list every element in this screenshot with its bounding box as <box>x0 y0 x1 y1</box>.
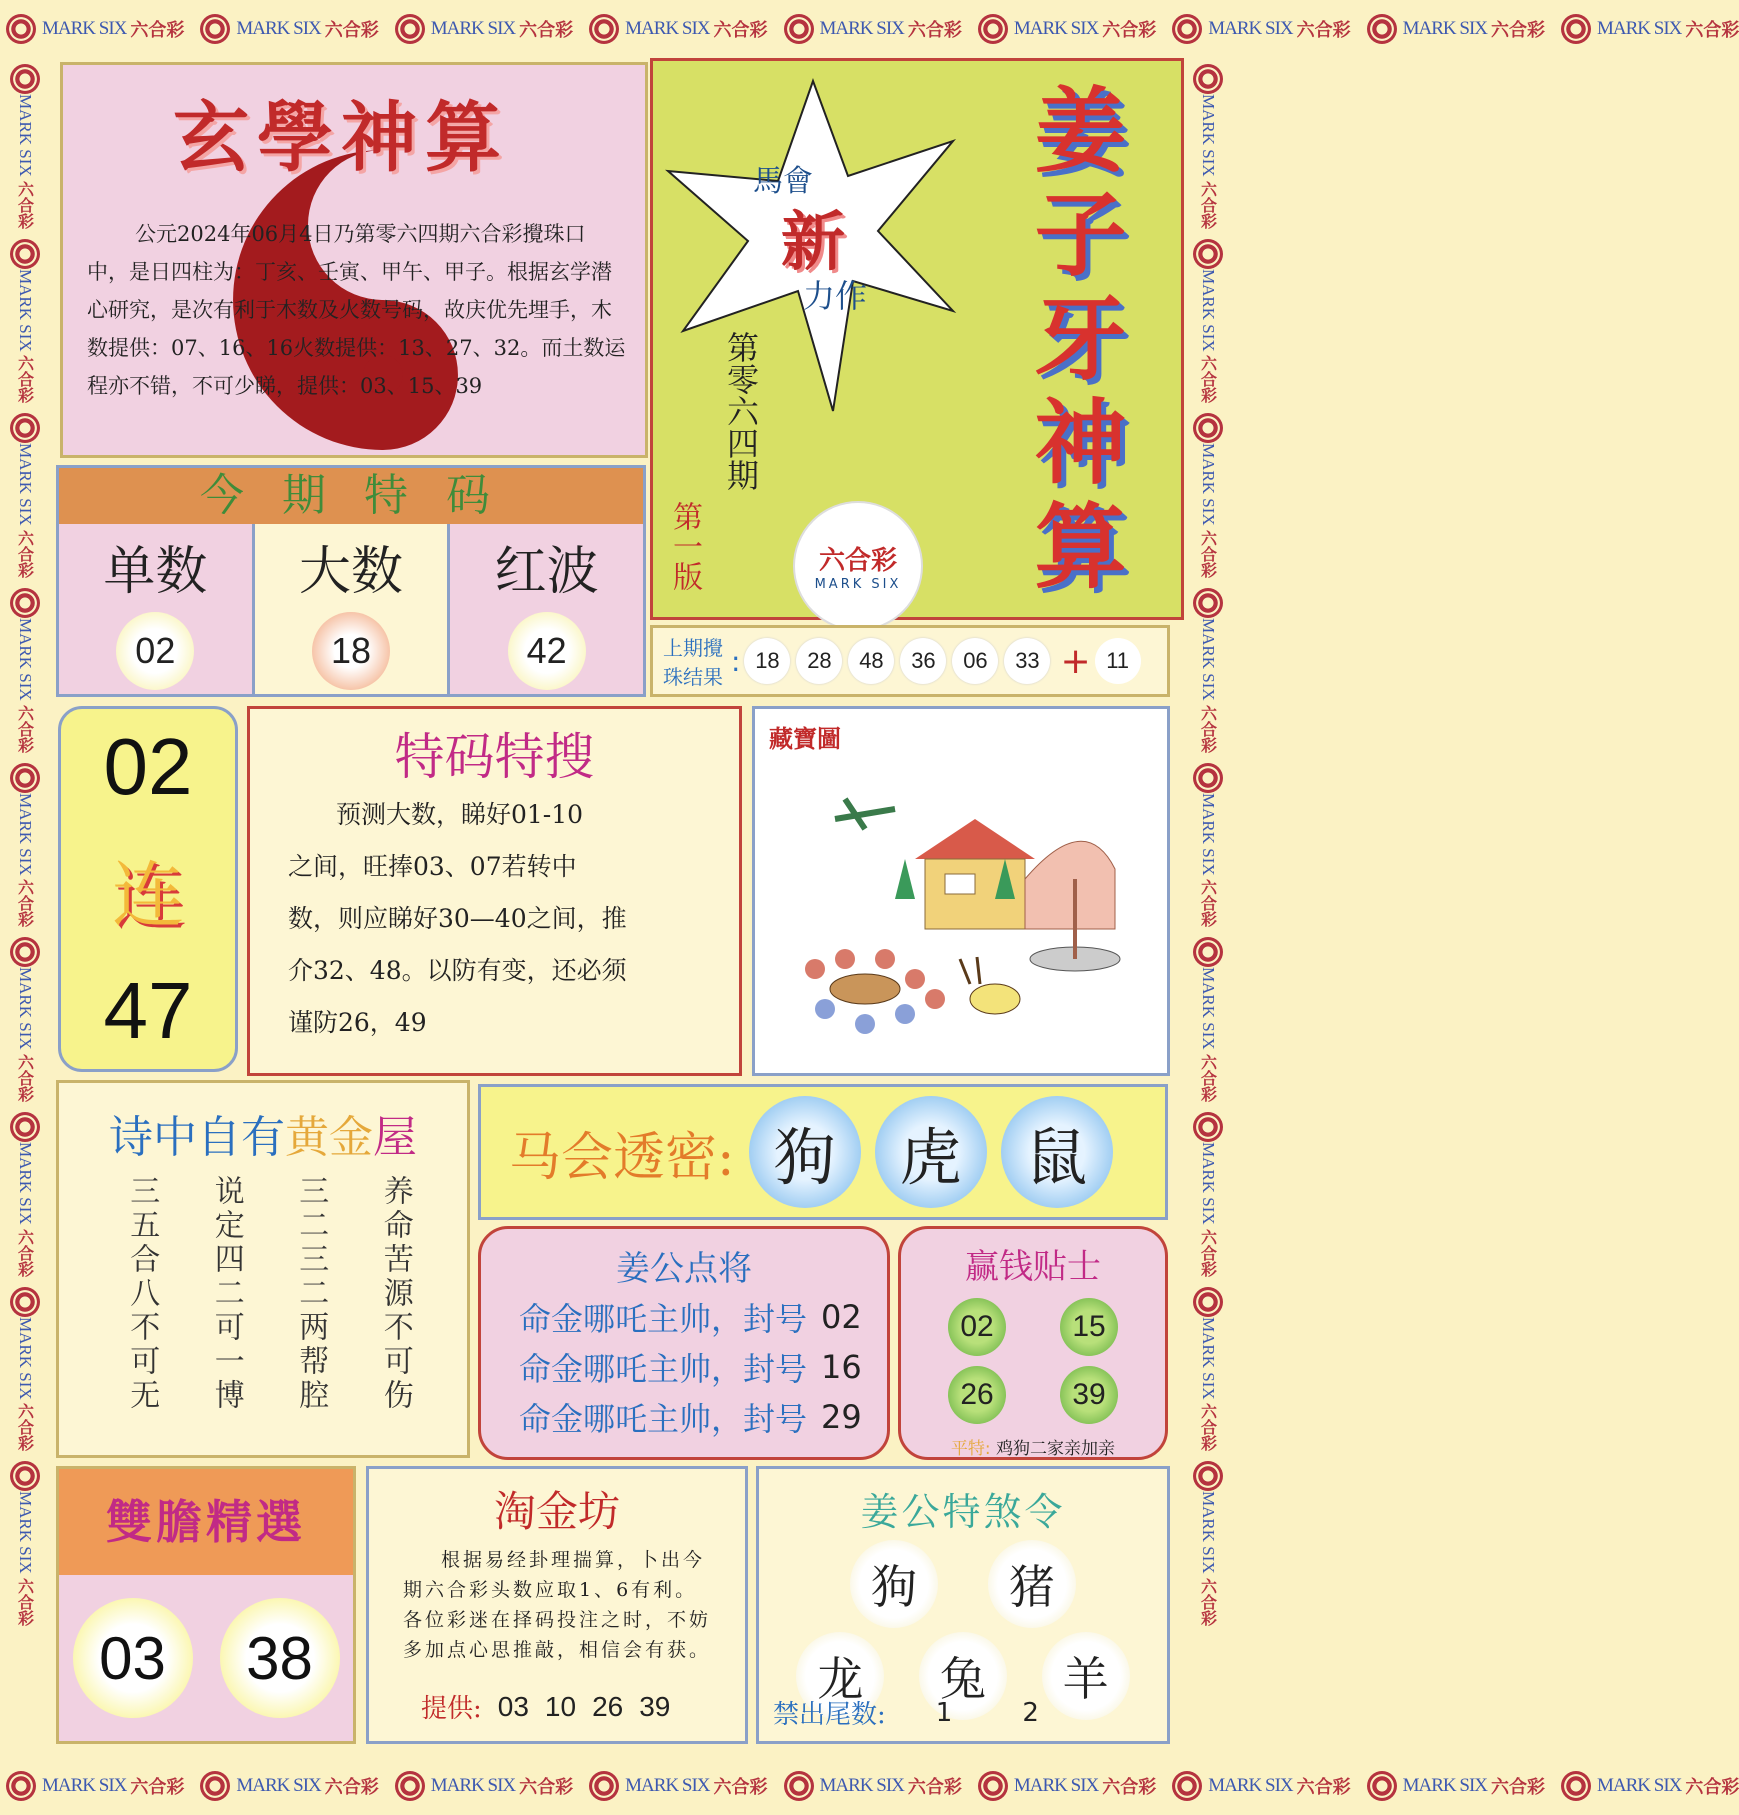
shuang-ball: 38 <box>220 1598 340 1718</box>
star-bottom-text: 力作 <box>803 277 868 315</box>
border-text-cn: 六合彩 <box>1491 20 1545 41</box>
border-text-en: MARK SIX <box>430 18 516 39</box>
border-unit <box>0 763 50 932</box>
special-code-label: 大数 <box>299 541 404 602</box>
taojin-num: 10 <box>544 1690 577 1722</box>
border-unit <box>0 64 50 233</box>
flower-icon <box>589 14 619 44</box>
xuanxue-panel <box>60 62 648 458</box>
horse-animal-ball: 鼠 <box>1001 1096 1113 1208</box>
border-text-cn: 六合彩 <box>1102 1777 1157 1798</box>
border-unit <box>1183 64 1233 233</box>
flower-icon <box>10 937 40 967</box>
special-code-item <box>59 524 252 694</box>
horse-panel <box>478 1084 1168 1220</box>
jiang-title <box>983 79 1178 599</box>
shuang-panel <box>56 1466 356 1744</box>
border-text-cn: 六合彩 <box>15 355 35 404</box>
border-text-cn: 六合彩 <box>15 1053 35 1102</box>
flower-icon <box>1561 14 1591 44</box>
jiang-dian-text: 命金哪吒主帅，封号 <box>519 1350 808 1388</box>
border-text-cn: 六合彩 <box>15 879 35 928</box>
flower-icon <box>10 1287 40 1317</box>
jiang-dian-row <box>519 1392 887 1442</box>
logo-en: MARK SIX <box>814 577 902 592</box>
border-text-en: MARK SIX <box>1208 1775 1293 1796</box>
flower-icon <box>6 1771 36 1801</box>
border-text-cn: 六合彩 <box>15 1403 35 1452</box>
border-text-en: MARK SIX <box>1199 1491 1218 1574</box>
border-unit <box>583 14 767 44</box>
special-code-ball: 42 <box>508 612 586 690</box>
tips-panel <box>898 1226 1168 1460</box>
border-unit <box>389 14 573 44</box>
border-text-en: MARK SIX <box>819 18 904 39</box>
animal-ball: 龙 <box>796 1632 884 1720</box>
taojin-panel <box>366 1466 748 1744</box>
border-unit <box>583 1771 767 1801</box>
lian-bottom: 47 <box>103 966 193 1055</box>
search-line: 预测大数，睇好01-10 <box>336 800 584 829</box>
poem-title <box>59 1101 467 1165</box>
treasure-illustration <box>755 759 1165 1059</box>
issue-vertical: 第零六四期 <box>722 331 760 491</box>
edition-vertical: 第一版 <box>667 501 702 591</box>
flower-icon <box>1193 763 1223 793</box>
border-text-cn: 六合彩 <box>1198 879 1218 928</box>
flower-icon <box>10 239 40 269</box>
xuanxue-text: 公元2024年06月4日乃第零六四期六合彩攪珠口中，是日四柱为：丁亥、壬寅、甲午、甲子。根据玄学潜心研究，是次有利于木数及火数号码，故庆优先埋手，木数提供：07、16、16火数提供：13、27、32。而土数运程亦不错，不可少睇，提供：03、15、39 <box>87 222 626 398</box>
lian-mid: 连 <box>111 853 184 937</box>
special-code-item <box>447 524 643 694</box>
flower-icon <box>1367 1771 1397 1801</box>
border-unit <box>0 1771 184 1801</box>
border-text-en: MARK SIX <box>236 18 321 39</box>
animal-ball: 猪 <box>988 1540 1076 1628</box>
flower-icon <box>1561 1771 1591 1801</box>
animal-ball: 狗 <box>850 1540 938 1628</box>
border-text-cn: 六合彩 <box>1198 1577 1218 1626</box>
border-unit <box>972 14 1156 44</box>
border-unit <box>194 14 378 44</box>
border-unit <box>1166 14 1350 44</box>
border-text-en: MARK SIX <box>16 1316 35 1400</box>
taojin-num: 26 <box>592 1690 624 1722</box>
border-text-cn: 六合彩 <box>1198 1228 1218 1277</box>
border-text-en: MARK SIX <box>1402 1775 1487 1796</box>
draw-ball: 18 <box>744 638 790 684</box>
tips-ball: 39 <box>1060 1366 1118 1424</box>
top-border <box>0 0 1739 58</box>
border-text-en: MARK SIX <box>1199 94 1218 177</box>
border-text-en: MARK SIX <box>625 1775 710 1796</box>
tips-ball: 02 <box>948 1298 1006 1356</box>
border-text-cn: 六合彩 <box>130 1777 185 1798</box>
border-text-en: MARK SIX <box>625 18 710 39</box>
flower-icon <box>200 1771 230 1801</box>
search-line: 谨防26，49 <box>288 1008 427 1037</box>
border-unit <box>1555 14 1739 44</box>
tips-note-label: 平特: <box>950 1439 991 1459</box>
border-text-cn: 六合彩 <box>15 180 35 229</box>
border-unit <box>0 588 50 757</box>
border-text-cn: 六合彩 <box>907 1777 962 1798</box>
border-unit <box>0 1287 50 1456</box>
border-text-en: MARK SIX <box>1199 792 1218 876</box>
search-line: 之间，旺捧03、07若转中 <box>288 852 577 881</box>
border-unit <box>1183 1112 1233 1281</box>
poem-panel <box>56 1080 470 1458</box>
last-draw-numbers <box>744 638 1140 684</box>
search-panel <box>247 706 742 1076</box>
border-text-cn: 六合彩 <box>1198 704 1218 753</box>
search-title: 特码特搜 <box>394 728 595 786</box>
border-text-en: MARK SIX <box>1199 443 1218 526</box>
border-text-en: MARK SIX <box>1199 617 1218 701</box>
poem-column: 三二三二两帮腔 <box>293 1175 329 1413</box>
taojin-num: 39 <box>639 1690 671 1722</box>
jiang-te-title: 姜公特煞令 <box>860 1490 1066 1534</box>
taojin-title: 淘金坊 <box>493 1487 620 1536</box>
flower-icon <box>978 14 1008 44</box>
flower-icon <box>200 14 230 44</box>
border-text-cn: 六合彩 <box>519 20 574 41</box>
taojin-provide-label: 提供: <box>421 1694 482 1724</box>
jiang-dian-panel <box>478 1226 890 1460</box>
jiang-dian-text: 命金哪吒主帅，封号 <box>519 1400 808 1438</box>
border-unit <box>1361 14 1545 44</box>
flower-icon <box>1193 1112 1223 1142</box>
logo-cn: 六合彩 <box>818 546 897 576</box>
flower-icon <box>10 588 40 618</box>
horse-animal-ball: 狗 <box>749 1096 861 1208</box>
lian-top: 02 <box>103 722 193 811</box>
poem-title-highlight: 黄金 <box>285 1112 373 1163</box>
border-unit <box>194 1771 378 1801</box>
special-code-label: 单数 <box>103 541 208 602</box>
poem-column: 养命苦源不可伤 <box>377 1175 413 1413</box>
jiang-dian-text: 命金哪吒主帅，封号 <box>519 1300 808 1338</box>
border-unit <box>1361 1771 1545 1801</box>
border-text-en: MARK SIX <box>16 268 35 352</box>
taojin-text: 根据易经卦理揣算，卜出今期六合彩头数应取1、6有利。各位彩迷在择码投注之时，不妨多加点心思推敲，相信会有获。 <box>403 1549 712 1661</box>
poem-columns <box>59 1165 467 1413</box>
jiang-dian-row <box>519 1342 887 1392</box>
border-unit <box>0 239 50 408</box>
flower-icon <box>10 64 40 94</box>
border-text-en: MARK SIX <box>16 792 35 876</box>
title-char: 姜 <box>1034 77 1127 185</box>
border-unit <box>1183 413 1233 582</box>
flower-icon <box>1193 64 1223 94</box>
border-text-en: MARK SIX <box>430 1775 516 1796</box>
border-text-en: MARK SIX <box>1597 18 1682 39</box>
border-text-en: MARK SIX <box>1402 18 1487 39</box>
flower-icon <box>10 413 40 443</box>
flower-icon <box>6 14 36 44</box>
xuanxue-title: 玄學神算 <box>173 93 509 182</box>
border-text-en: MARK SIX <box>16 94 35 177</box>
star-mid-text: 新 <box>781 205 845 280</box>
draw-ball: 36 <box>900 638 946 684</box>
border-text-cn: 六合彩 <box>324 20 379 41</box>
right-border <box>1183 58 1233 1757</box>
border-text-cn: 六合彩 <box>324 1777 379 1798</box>
draw-ball: 33 <box>1004 638 1050 684</box>
mark-six-logo <box>793 501 923 631</box>
border-unit <box>0 1461 50 1630</box>
border-text-cn: 六合彩 <box>1491 1777 1545 1798</box>
border-text-cn: 六合彩 <box>1296 20 1351 41</box>
border-unit <box>1183 763 1233 932</box>
border-text-en: MARK SIX <box>1199 268 1218 352</box>
special-ball: 11 <box>1095 638 1141 684</box>
last-draw-bar <box>650 625 1170 697</box>
border-unit <box>0 937 50 1106</box>
draw-ball: 28 <box>796 638 842 684</box>
border-text-cn: 六合彩 <box>1685 20 1739 41</box>
border-text-en: MARK SIX <box>1013 1775 1099 1796</box>
ban-num: 2 <box>1022 1697 1039 1728</box>
border-text-cn: 六合彩 <box>519 1777 574 1798</box>
flower-icon <box>10 1461 40 1491</box>
flower-icon <box>1172 1771 1202 1801</box>
border-text-cn: 六合彩 <box>1296 1777 1351 1798</box>
draw-ball: 06 <box>952 638 998 684</box>
flower-icon <box>1193 1461 1223 1491</box>
treasure-panel <box>752 706 1170 1076</box>
jiang-te-panel <box>756 1466 1170 1744</box>
shuang-title: 雙膽精選 <box>59 1469 353 1575</box>
flower-icon <box>1172 14 1202 44</box>
border-text-cn: 六合彩 <box>713 1777 768 1798</box>
last-draw-label-1: 上期攪 <box>663 636 723 660</box>
border-unit <box>1183 1287 1233 1456</box>
jiang-dian-row <box>519 1292 887 1342</box>
border-text-cn: 六合彩 <box>1198 1053 1218 1102</box>
border-unit <box>972 1771 1156 1801</box>
flower-icon <box>1193 588 1223 618</box>
title-char: 算 <box>1034 493 1127 601</box>
header-panel <box>650 58 1184 620</box>
border-text-cn: 六合彩 <box>15 704 35 753</box>
border-text-en: MARK SIX <box>1199 967 1218 1050</box>
ban-label: 禁出尾数: <box>773 1700 886 1730</box>
jiang-dian-num: 29 <box>821 1398 862 1436</box>
star-top-text: 馬會 <box>753 164 813 199</box>
border-unit <box>778 1771 962 1801</box>
border-unit <box>0 1112 50 1281</box>
border-unit <box>1183 1461 1233 1630</box>
border-unit <box>1166 1771 1350 1801</box>
horse-animal-ball: 虎 <box>875 1096 987 1208</box>
search-line: 数，则应睇好30—40之间，推 <box>288 904 627 933</box>
border-text-en: MARK SIX <box>16 1141 35 1225</box>
poem-title-prefix: 诗中自有 <box>109 1112 285 1163</box>
jiang-dian-num: 02 <box>821 1298 862 1336</box>
flower-icon <box>589 1771 619 1801</box>
tips-ball: 15 <box>1060 1298 1118 1356</box>
tips-ball: 26 <box>948 1366 1006 1424</box>
flower-icon <box>395 14 425 44</box>
border-unit <box>1183 239 1233 408</box>
border-unit <box>778 14 962 44</box>
border-text-en: MARK SIX <box>236 1775 321 1796</box>
border-text-en: MARK SIX <box>1013 18 1099 39</box>
poem-column: 三五合八不可无 <box>124 1175 160 1413</box>
flower-icon <box>978 1771 1008 1801</box>
border-text-cn: 六合彩 <box>907 20 962 41</box>
border-unit <box>0 413 50 582</box>
horse-label: 马会透密: <box>509 1127 735 1188</box>
border-text-cn: 六合彩 <box>713 20 768 41</box>
border-text-cn: 六合彩 <box>130 20 185 41</box>
border-text-en: MARK SIX <box>1208 18 1293 39</box>
tips-note: 鸡狗二家亲加亲 <box>996 1439 1116 1459</box>
special-code-title: 今 期 特 码 <box>59 468 643 524</box>
border-text-en: MARK SIX <box>1597 1775 1682 1796</box>
border-unit <box>1183 937 1233 1106</box>
flower-icon <box>395 1771 425 1801</box>
colon: : <box>731 644 741 678</box>
last-draw-label-2: 珠结果 <box>663 665 723 689</box>
plus-sign: + <box>1060 640 1091 682</box>
shuang-ball: 03 <box>73 1598 193 1718</box>
flower-icon <box>784 14 814 44</box>
border-unit <box>1183 588 1233 757</box>
border-text-en: MARK SIX <box>819 1775 904 1796</box>
special-code-panel <box>56 465 646 697</box>
animal-ball: 羊 <box>1042 1632 1130 1720</box>
border-unit <box>389 1771 573 1801</box>
tips-title: 赢钱贴士 <box>965 1247 1101 1287</box>
special-code-item <box>252 524 448 694</box>
flower-icon <box>10 1112 40 1142</box>
border-unit <box>0 14 184 44</box>
border-text-cn: 六合彩 <box>1198 180 1218 229</box>
border-text-en: MARK SIX <box>1199 1316 1218 1400</box>
border-text-en: MARK SIX <box>16 617 35 701</box>
bottom-border <box>0 1757 1739 1815</box>
border-text-en: MARK SIX <box>1199 1141 1218 1225</box>
jiang-dian-num: 16 <box>821 1348 862 1386</box>
border-text-en: MARK SIX <box>42 1775 127 1796</box>
border-text-cn: 六合彩 <box>1102 20 1157 41</box>
title-char: 神 <box>1034 389 1127 497</box>
border-text-cn: 六合彩 <box>1685 1777 1739 1798</box>
animal-ball: 兔 <box>919 1632 1007 1720</box>
poem-title-suffix: 屋 <box>373 1112 417 1163</box>
border-text-en: MARK SIX <box>16 1491 35 1574</box>
special-code-ball: 02 <box>116 612 194 690</box>
border-text-en: MARK SIX <box>42 18 127 39</box>
lian-panel <box>58 706 238 1072</box>
taojin-num: 03 <box>497 1690 529 1722</box>
poem-column: 说定四二可一博 <box>208 1175 244 1413</box>
search-line: 介32、48。以防有变，还必须 <box>288 956 627 985</box>
flower-icon <box>10 763 40 793</box>
border-text-cn: 六合彩 <box>15 1228 35 1277</box>
draw-ball: 48 <box>848 638 894 684</box>
border-text-en: MARK SIX <box>16 443 35 526</box>
flower-icon <box>784 1771 814 1801</box>
border-text-cn: 六合彩 <box>1198 1403 1218 1452</box>
flower-icon <box>1193 1287 1223 1317</box>
special-code-ball: 18 <box>312 612 390 690</box>
search-body <box>250 789 739 1049</box>
ban-num: 1 <box>935 1697 953 1728</box>
border-text-cn: 六合彩 <box>15 1577 35 1626</box>
border-text-en: MARK SIX <box>16 967 35 1050</box>
flower-icon <box>1367 14 1397 44</box>
border-unit <box>1555 1771 1739 1801</box>
title-char: 子 <box>1034 181 1127 289</box>
jiang-dian-title: 姜公点将 <box>616 1249 752 1289</box>
border-text-cn: 六合彩 <box>1198 529 1218 578</box>
border-text-cn: 六合彩 <box>1198 355 1218 404</box>
flower-icon <box>1193 413 1223 443</box>
flower-icon <box>1193 239 1223 269</box>
title-char: 牙 <box>1034 285 1127 393</box>
treasure-title: 藏寶圖 <box>769 724 841 753</box>
special-code-label: 红波 <box>494 541 599 602</box>
left-border <box>0 58 50 1757</box>
border-text-cn: 六合彩 <box>15 529 35 578</box>
flower-icon <box>1193 937 1223 967</box>
